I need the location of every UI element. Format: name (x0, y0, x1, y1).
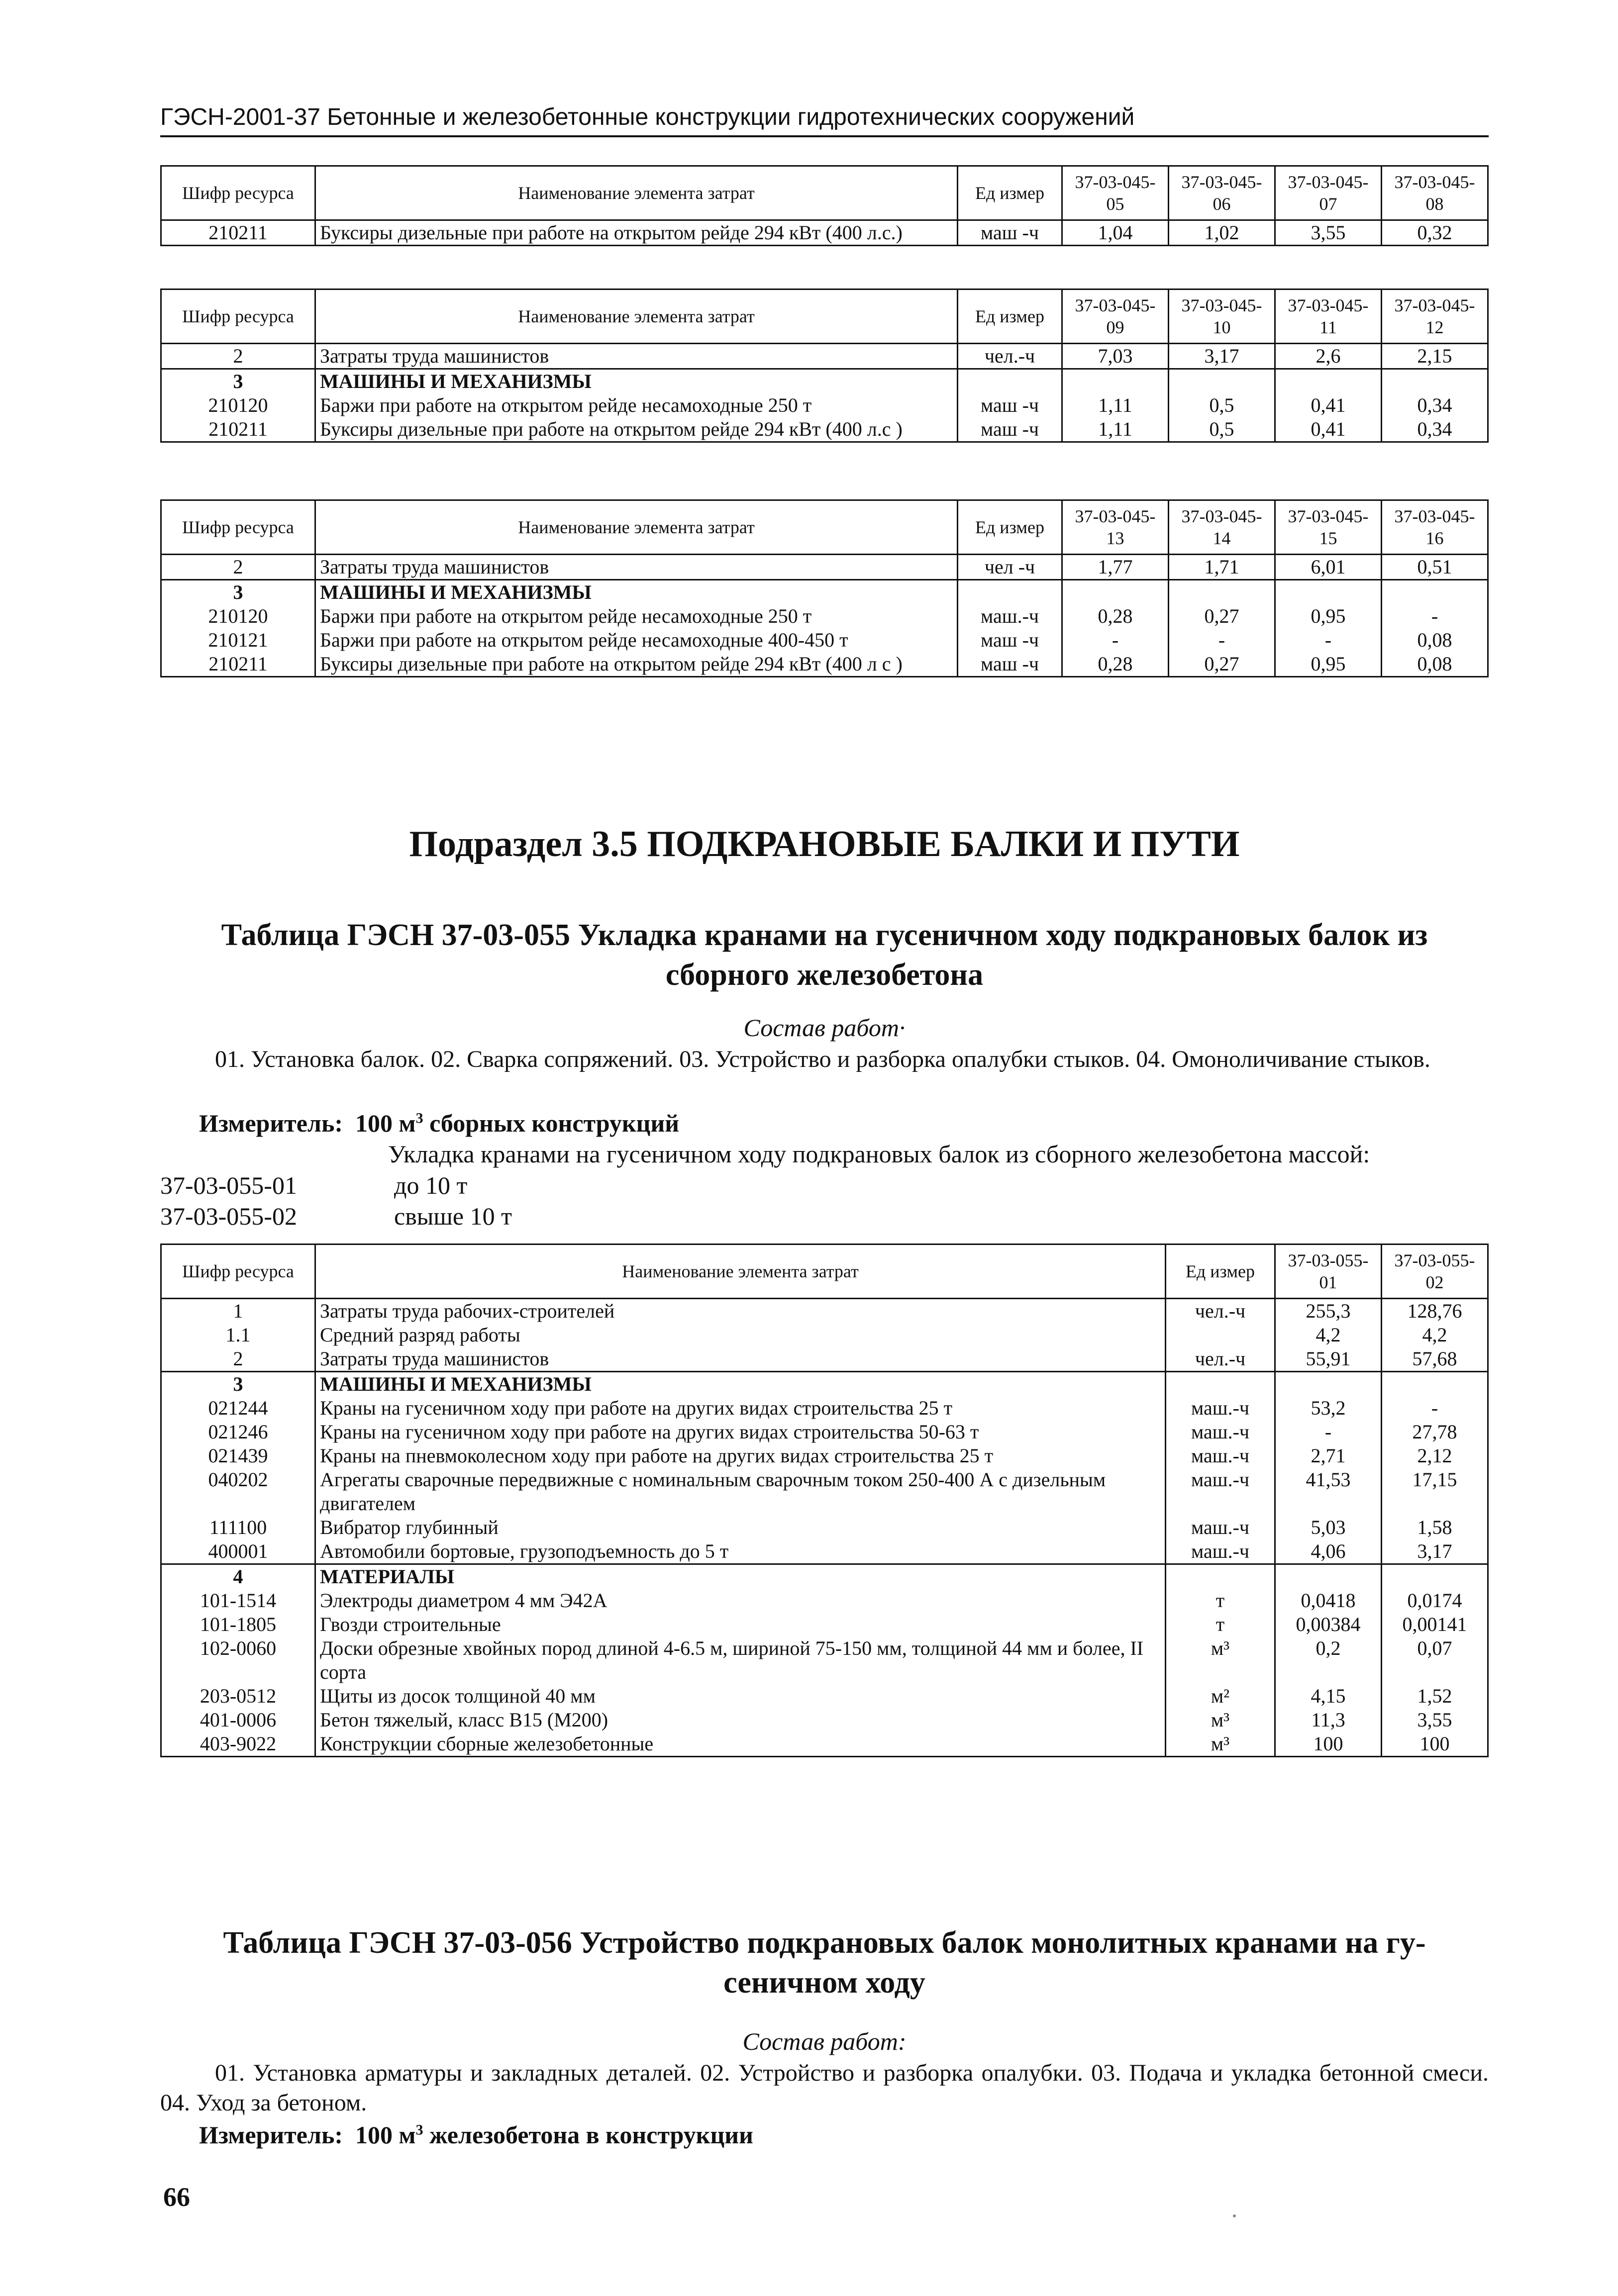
table-row (161, 1684, 1488, 1708)
norm-value: 0,2 (1275, 1636, 1382, 1684)
resource-unit (1166, 1564, 1275, 1589)
header-norm: 37-03-045-05 (1062, 166, 1169, 220)
norm-value: - (1382, 1396, 1488, 1420)
norm-value: 6,01 (1275, 555, 1382, 580)
header-norm: 37-03-045-14 (1169, 500, 1275, 555)
resource-code: 3 (161, 580, 315, 605)
table-row (161, 652, 1488, 677)
resource-name: Конструкции сборные железобетонные (315, 1732, 1166, 1757)
norm-value: 0,28 (1062, 652, 1169, 677)
resource-name: Буксиры дизельные при работе на открытом рейде 294 кВт (400 л с ) (315, 652, 958, 677)
header-unit: Ед измер (958, 289, 1062, 344)
table-row (161, 1708, 1488, 1732)
norm-value (1275, 580, 1382, 605)
table-row (161, 1468, 1488, 1516)
resource-name: Баржи при работе на открытом рейде несамоходные 250 т (315, 393, 958, 417)
resource-name: Агрегаты сварочные передвижные с номинальным сварочным током 250-400 А с дизельным двигателем (315, 1468, 1166, 1516)
norm-value: 0,51 (1382, 555, 1488, 580)
header-name: Наименование элемента затрат (315, 289, 958, 344)
variant-code: 37-03-055-01 (160, 1171, 297, 1199)
header-name: Наименование элемента затрат (315, 500, 958, 555)
norm-value: 1,52 (1382, 1684, 1488, 1708)
header-code: Шифр ресурса (161, 1244, 315, 1299)
norm-value: 53,2 (1275, 1396, 1382, 1420)
resource-unit (1166, 1323, 1275, 1347)
resource-code: 021439 (161, 1444, 315, 1468)
norm-value: 0,07 (1382, 1636, 1488, 1684)
table-row (161, 220, 1488, 246)
resource-name: Краны на гусеничном ходу при работе на других видах строительства 50-63 т (315, 1420, 1166, 1444)
table-row (161, 1396, 1488, 1420)
resource-code: 101-1805 (161, 1613, 315, 1636)
header-norm: 37-03-045-06 (1169, 166, 1275, 220)
resource-unit (958, 369, 1062, 394)
norm-value (1062, 369, 1169, 394)
resource-name: Бетон тяжелый, класс В15 (М200) (315, 1708, 1166, 1732)
norm-value (1382, 369, 1488, 394)
resource-code: 210120 (161, 604, 315, 628)
resource-unit (1166, 1372, 1275, 1397)
work-composition-caption: Состав работ· (743, 1014, 906, 1042)
table-row (161, 369, 1488, 394)
norm-value: 0,00141 (1382, 1613, 1488, 1636)
resource-unit: чел.-ч (1166, 1299, 1275, 1324)
running-header: ГЭСН-2001-37 Бетонные и железобетонные конструкции гидротехнических сооружений (160, 102, 1489, 137)
norm-value: 255,3 (1275, 1299, 1382, 1324)
resource-code: 101-1514 (161, 1589, 315, 1613)
header-name: Наименование элемента затрат (315, 166, 958, 220)
resource-name: Баржи при работе на открытом рейде несамоходные 400-450 т (315, 628, 958, 652)
table-row (161, 344, 1488, 369)
table-row (161, 1516, 1488, 1539)
scan-speck (1233, 2214, 1236, 2217)
resource-name: Затраты труда машинистов (315, 344, 958, 369)
resource-table-045-09 (160, 288, 1489, 443)
resource-name: Вибратор глубинный (315, 1516, 1166, 1539)
norm-value (1169, 580, 1275, 605)
norm-value: 128,76 (1382, 1299, 1488, 1324)
table-row (161, 1299, 1488, 1324)
norm-value (1382, 1564, 1488, 1589)
resource-code: 2 (161, 1347, 315, 1372)
subsection-title: Подраздел 3.5 ПОДКРАНОВЫЕ БАЛКИ И ПУТИ (409, 824, 1240, 864)
resource-name: Гвозди строительные (315, 1613, 1166, 1636)
resource-code: 4 (161, 1564, 315, 1589)
norm-value: 4,2 (1275, 1323, 1382, 1347)
header-norm: 37-03-055-01 (1275, 1244, 1382, 1299)
resource-name: Затраты труда машинистов (315, 555, 958, 580)
resource-unit: маш -ч (958, 628, 1062, 652)
norm-value: 0,5 (1169, 393, 1275, 417)
resource-code: 3 (161, 1372, 315, 1397)
resource-unit: м³ (1166, 1636, 1275, 1684)
norm-value: 0,34 (1382, 417, 1488, 442)
variant-text: свыше 10 т (394, 1202, 512, 1230)
table-title-055-line2: сборного железобетона (665, 958, 984, 992)
resource-name: Краны на гусеничном ходу при работе на других видах строительства 25 т (315, 1396, 1166, 1420)
norm-value: 0,27 (1169, 652, 1275, 677)
meter-value: 100 м (355, 1109, 416, 1137)
norm-value: 2,12 (1382, 1444, 1488, 1468)
meter-line (199, 1108, 679, 1138)
resource-name: МАШИНЫ И МЕХАНИЗМЫ (315, 369, 958, 394)
resource-name: Доски обрезные хвойных пород длиной 4-6.5 м, шириной 75-150 мм, толщиной 44 мм и более, II сорта (315, 1636, 1166, 1684)
resource-name: Автомобили бортовые, грузоподъемность до 5 т (315, 1539, 1166, 1564)
meter-line (199, 2120, 753, 2150)
norm-value: 0,41 (1275, 393, 1382, 417)
resource-unit: т (1166, 1613, 1275, 1636)
resource-name: Электроды диаметром 4 мм Э42А (315, 1589, 1166, 1613)
header-norm: 37-03-045-12 (1382, 289, 1488, 344)
header-unit: Ед измер (958, 166, 1062, 220)
resource-code: 2 (161, 555, 315, 580)
resource-code: 111100 (161, 1516, 315, 1539)
meter-power: 3 (415, 2121, 423, 2138)
resource-code: 210211 (161, 652, 315, 677)
resource-code: 1.1 (161, 1323, 315, 1347)
norm-value: 0,08 (1382, 628, 1488, 652)
resource-name: Краны на пневмоколесном ходу при работе на других видах строительства 25 т (315, 1444, 1166, 1468)
resource-table-055 (160, 1244, 1489, 1757)
meter-rest: железобетона в конструкции (429, 2121, 753, 2149)
norm-value: 3,55 (1382, 1708, 1488, 1732)
table-title-055-line1: Таблица ГЭСН 37-03-055 Укладка кранами на гусеничном ходу подкрановых балок из (221, 918, 1428, 952)
resource-code: 210120 (161, 393, 315, 417)
resource-name: МАШИНЫ И МЕХАНИЗМЫ (315, 580, 958, 605)
norm-value: 0,34 (1382, 393, 1488, 417)
norm-value: 1,58 (1382, 1516, 1488, 1539)
norm-value (1275, 1372, 1382, 1397)
norm-value: 55,91 (1275, 1347, 1382, 1372)
table-title-056-line1: Таблица ГЭСН 37-03-056 Устройство подкрановых балок монолитных кранами на гу- (223, 1926, 1426, 1960)
norm-value: 1,77 (1062, 555, 1169, 580)
resource-unit: маш.-ч (1166, 1468, 1275, 1516)
header-norm: 37-03-045-09 (1062, 289, 1169, 344)
norm-value: 0,32 (1382, 220, 1488, 246)
table-title-056-line2: сеничном ходу (723, 1966, 925, 2000)
table-row (161, 1539, 1488, 1564)
resource-code: 021244 (161, 1396, 315, 1420)
resource-unit: маш.-ч (1166, 1444, 1275, 1468)
norm-value: 1,71 (1169, 555, 1275, 580)
resource-name: МАШИНЫ И МЕХАНИЗМЫ (315, 1372, 1166, 1397)
norm-value: - (1062, 628, 1169, 652)
norm-value: 1,11 (1062, 393, 1169, 417)
work-composition-text: 01. Установка арматуры и закладных деталей. 02. Устройство и разборка опалубки. 03. Подача и укладка бетонной смеси. 04. Уход за бетоном. (160, 2060, 1489, 2116)
table-row (161, 1636, 1488, 1684)
variants-description: Укладка кранами на гусеничном ходу подкрановых балок из сборного железобетона массой: (388, 1140, 1370, 1168)
resource-unit: т (1166, 1589, 1275, 1613)
norm-value: 2,71 (1275, 1444, 1382, 1468)
norm-value: 3,17 (1169, 344, 1275, 369)
norm-value: 2,6 (1275, 344, 1382, 369)
norm-value: - (1169, 628, 1275, 652)
resource-unit: маш.-ч (958, 604, 1062, 628)
norm-value: 0,0174 (1382, 1589, 1488, 1613)
table-row (161, 417, 1488, 442)
norm-value: 1,04 (1062, 220, 1169, 246)
resource-unit: чел -ч (958, 555, 1062, 580)
resource-name: Буксиры дизельные при работе на открытом рейде 294 кВт (400 л.с.) (315, 220, 958, 246)
norm-value (1382, 1372, 1488, 1397)
variant-text: до 10 т (394, 1171, 468, 1199)
meter-value: 100 м (355, 2121, 416, 2149)
header-norm: 37-03-045-10 (1169, 289, 1275, 344)
header-norm: 37-03-045-13 (1062, 500, 1169, 555)
meter-rest: сборных конструкций (429, 1109, 680, 1137)
header-code: Шифр ресурса (161, 500, 315, 555)
norm-value (1169, 369, 1275, 394)
work-composition-text: 01. Установка балок. 02. Сварка сопряжений. 03. Устройство и разборка опалубки стыков. 04. Омоноличивание стыков. (215, 1046, 1430, 1072)
resource-unit: маш -ч (958, 393, 1062, 417)
norm-value: 5,03 (1275, 1516, 1382, 1539)
resource-name: Буксиры дизельные при работе на открытом рейде 294 кВт (400 л.с ) (315, 417, 958, 442)
norm-value: - (1275, 628, 1382, 652)
resource-name: Средний разряд работы (315, 1323, 1166, 1347)
table-row (161, 555, 1488, 580)
norm-value: 17,15 (1382, 1468, 1488, 1516)
variant-line (160, 1170, 467, 1201)
resource-code: 210211 (161, 417, 315, 442)
header-unit: Ед измер (958, 500, 1062, 555)
variant-line (160, 1201, 512, 1232)
norm-value: 1,02 (1169, 220, 1275, 246)
work-composition-caption: Состав работ: (742, 2027, 907, 2055)
table-row (161, 1372, 1488, 1397)
resource-code: 102-0060 (161, 1636, 315, 1684)
resource-code: 021246 (161, 1420, 315, 1444)
header-unit: Ед измер (1166, 1244, 1275, 1299)
norm-value: 11,3 (1275, 1708, 1382, 1732)
resource-name: Затраты труда машинистов (315, 1347, 1166, 1372)
norm-value: 0,41 (1275, 417, 1382, 442)
resource-code: 403-9022 (161, 1732, 315, 1757)
resource-unit: маш.-ч (1166, 1396, 1275, 1420)
norm-value: 100 (1382, 1732, 1488, 1757)
table-row (161, 604, 1488, 628)
resource-code: 2 (161, 344, 315, 369)
norm-value: 1,11 (1062, 417, 1169, 442)
header-code: Шифр ресурса (161, 289, 315, 344)
table-row (161, 1323, 1488, 1347)
table-row (161, 1444, 1488, 1468)
resource-code: 1 (161, 1299, 315, 1324)
norm-value: 7,03 (1062, 344, 1169, 369)
resource-unit: маш -ч (958, 652, 1062, 677)
norm-value: 3,17 (1382, 1539, 1488, 1564)
resource-unit: м³ (1166, 1732, 1275, 1757)
resource-unit: м² (1166, 1684, 1275, 1708)
resource-code: 3 (161, 369, 315, 394)
resource-unit: маш -ч (958, 220, 1062, 246)
resource-table-045-13 (160, 499, 1489, 677)
resource-name: Затраты труда рабочих-строителей (315, 1299, 1166, 1324)
norm-value (1062, 580, 1169, 605)
resource-unit: маш.-ч (1166, 1420, 1275, 1444)
meter-label: Измеритель: (199, 2121, 343, 2149)
table-row (161, 1613, 1488, 1636)
resource-code: 400001 (161, 1539, 315, 1564)
header-code: Шифр ресурса (161, 166, 315, 220)
norm-value: 4,15 (1275, 1684, 1382, 1708)
norm-value: 0,00384 (1275, 1613, 1382, 1636)
header-name: Наименование элемента затрат (315, 1244, 1166, 1299)
norm-value: 4,06 (1275, 1539, 1382, 1564)
norm-value: 100 (1275, 1732, 1382, 1757)
norm-value: 0,28 (1062, 604, 1169, 628)
norm-value: - (1382, 604, 1488, 628)
resource-code: 210121 (161, 628, 315, 652)
resource-code: 040202 (161, 1468, 315, 1516)
resource-code: 203-0512 (161, 1684, 315, 1708)
norm-value: 0,95 (1275, 652, 1382, 677)
variant-code: 37-03-055-02 (160, 1202, 297, 1230)
header-norm: 37-03-045-15 (1275, 500, 1382, 555)
resource-unit: чел.-ч (958, 344, 1062, 369)
resource-unit: м³ (1166, 1708, 1275, 1732)
resource-unit: чел.-ч (1166, 1347, 1275, 1372)
norm-value: - (1275, 1420, 1382, 1444)
resource-unit: маш -ч (958, 417, 1062, 442)
table-row (161, 1347, 1488, 1372)
header-norm: 37-03-055-02 (1382, 1244, 1488, 1299)
resource-name: Баржи при работе на открытом рейде несамоходные 250 т (315, 604, 958, 628)
table-row (161, 393, 1488, 417)
resource-unit: маш.-ч (1166, 1516, 1275, 1539)
norm-value: 0,0418 (1275, 1589, 1382, 1613)
norm-value (1275, 369, 1382, 394)
norm-value: 0,27 (1169, 604, 1275, 628)
header-norm: 37-03-045-11 (1275, 289, 1382, 344)
norm-value: 0,08 (1382, 652, 1488, 677)
meter-power: 3 (415, 1110, 423, 1127)
norm-value: 0,5 (1169, 417, 1275, 442)
resource-name: Щиты из досок толщиной 40 мм (315, 1684, 1166, 1708)
resource-code: 401-0006 (161, 1708, 315, 1732)
table-row (161, 628, 1488, 652)
table-row (161, 1564, 1488, 1589)
norm-value: 27,78 (1382, 1420, 1488, 1444)
norm-value: 2,15 (1382, 344, 1488, 369)
resource-unit: маш.-ч (1166, 1539, 1275, 1564)
table-row (161, 580, 1488, 605)
table-row (161, 1589, 1488, 1613)
table-row (161, 1420, 1488, 1444)
header-norm: 37-03-045-16 (1382, 500, 1488, 555)
table-row (161, 1732, 1488, 1757)
norm-value (1382, 580, 1488, 605)
norm-value (1275, 1564, 1382, 1589)
norm-value: 0,95 (1275, 604, 1382, 628)
resource-unit (958, 580, 1062, 605)
resource-code: 210211 (161, 220, 315, 246)
page-number: 66 (163, 2182, 190, 2212)
resource-name: МАТЕРИАЛЫ (315, 1564, 1166, 1589)
header-norm: 37-03-045-08 (1382, 166, 1488, 220)
norm-value: 57,68 (1382, 1347, 1488, 1372)
header-norm: 37-03-045-07 (1275, 166, 1382, 220)
norm-value: 4,2 (1382, 1323, 1488, 1347)
norm-value: 3,55 (1275, 220, 1382, 246)
norm-value: 41,53 (1275, 1468, 1382, 1516)
resource-table-045-05 (160, 165, 1489, 246)
meter-label: Измеритель: (199, 1109, 343, 1137)
